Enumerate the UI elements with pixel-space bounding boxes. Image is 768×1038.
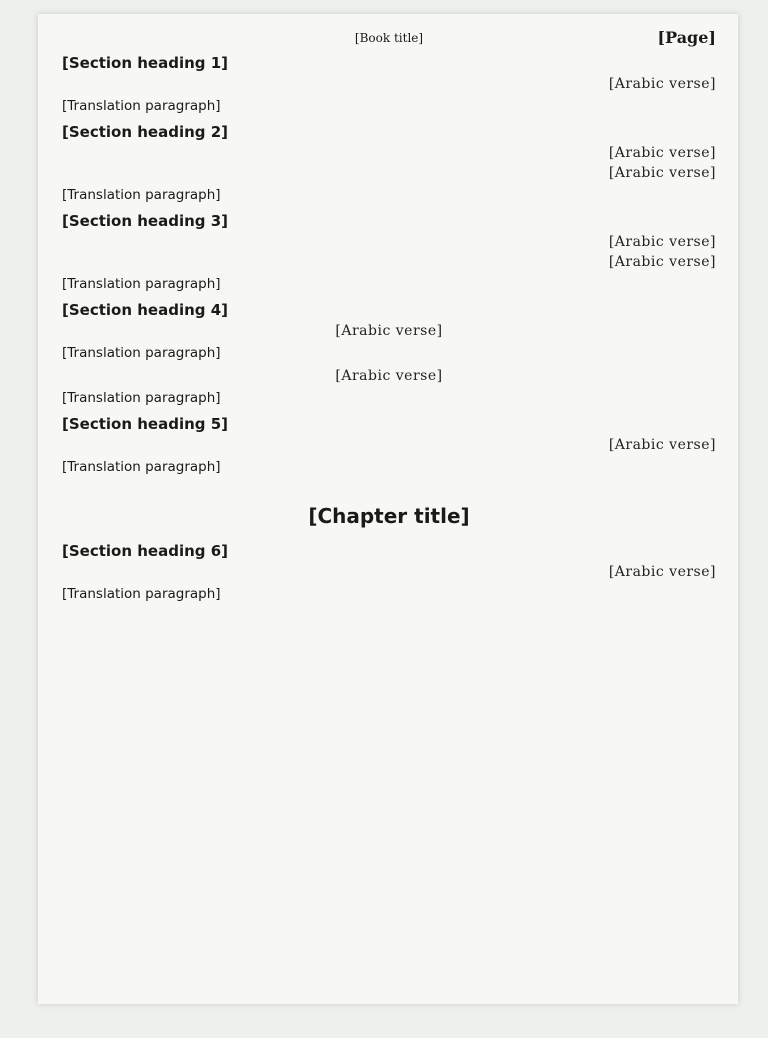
arabic-verse: [Arabic verse] — [608, 564, 716, 580]
arabic-verse: [Arabic verse] — [335, 368, 443, 384]
section-heading-2: [Section heading 2] — [62, 123, 229, 141]
arabic-verse: [Arabic verse] — [608, 234, 716, 250]
arabic-verse: [Arabic verse] — [608, 254, 716, 270]
translation-paragraph: [Translation paragraph] — [62, 459, 221, 475]
arabic-verse: [Arabic verse] — [608, 76, 716, 92]
section-heading-6: [Section heading 6] — [62, 542, 229, 560]
section-heading-4: [Section heading 4] — [62, 301, 229, 319]
running-header — [62, 28, 716, 48]
section-heading-5: [Section heading 5] — [62, 415, 229, 433]
translation-paragraph: [Translation paragraph] — [62, 276, 221, 292]
book-page — [38, 14, 738, 1004]
translation-paragraph: [Translation paragraph] — [62, 345, 221, 361]
translation-paragraph: [Translation paragraph] — [62, 187, 221, 203]
section-heading-3: [Section heading 3] — [62, 212, 229, 230]
arabic-verse: [Arabic verse] — [608, 437, 716, 453]
translation-paragraph: [Translation paragraph] — [62, 98, 221, 114]
page-number: [Page] — [657, 28, 716, 47]
chapter-title: [Chapter title] — [308, 504, 470, 528]
arabic-verse: [Arabic verse] — [335, 323, 443, 339]
arabic-verse: [Arabic verse] — [608, 165, 716, 181]
section-heading-1: [Section heading 1] — [62, 54, 229, 72]
translation-paragraph: [Translation paragraph] — [62, 586, 221, 602]
translation-paragraph: [Translation paragraph] — [62, 390, 221, 406]
arabic-verse: [Arabic verse] — [608, 145, 716, 161]
running-title: [Book title] — [354, 31, 424, 45]
